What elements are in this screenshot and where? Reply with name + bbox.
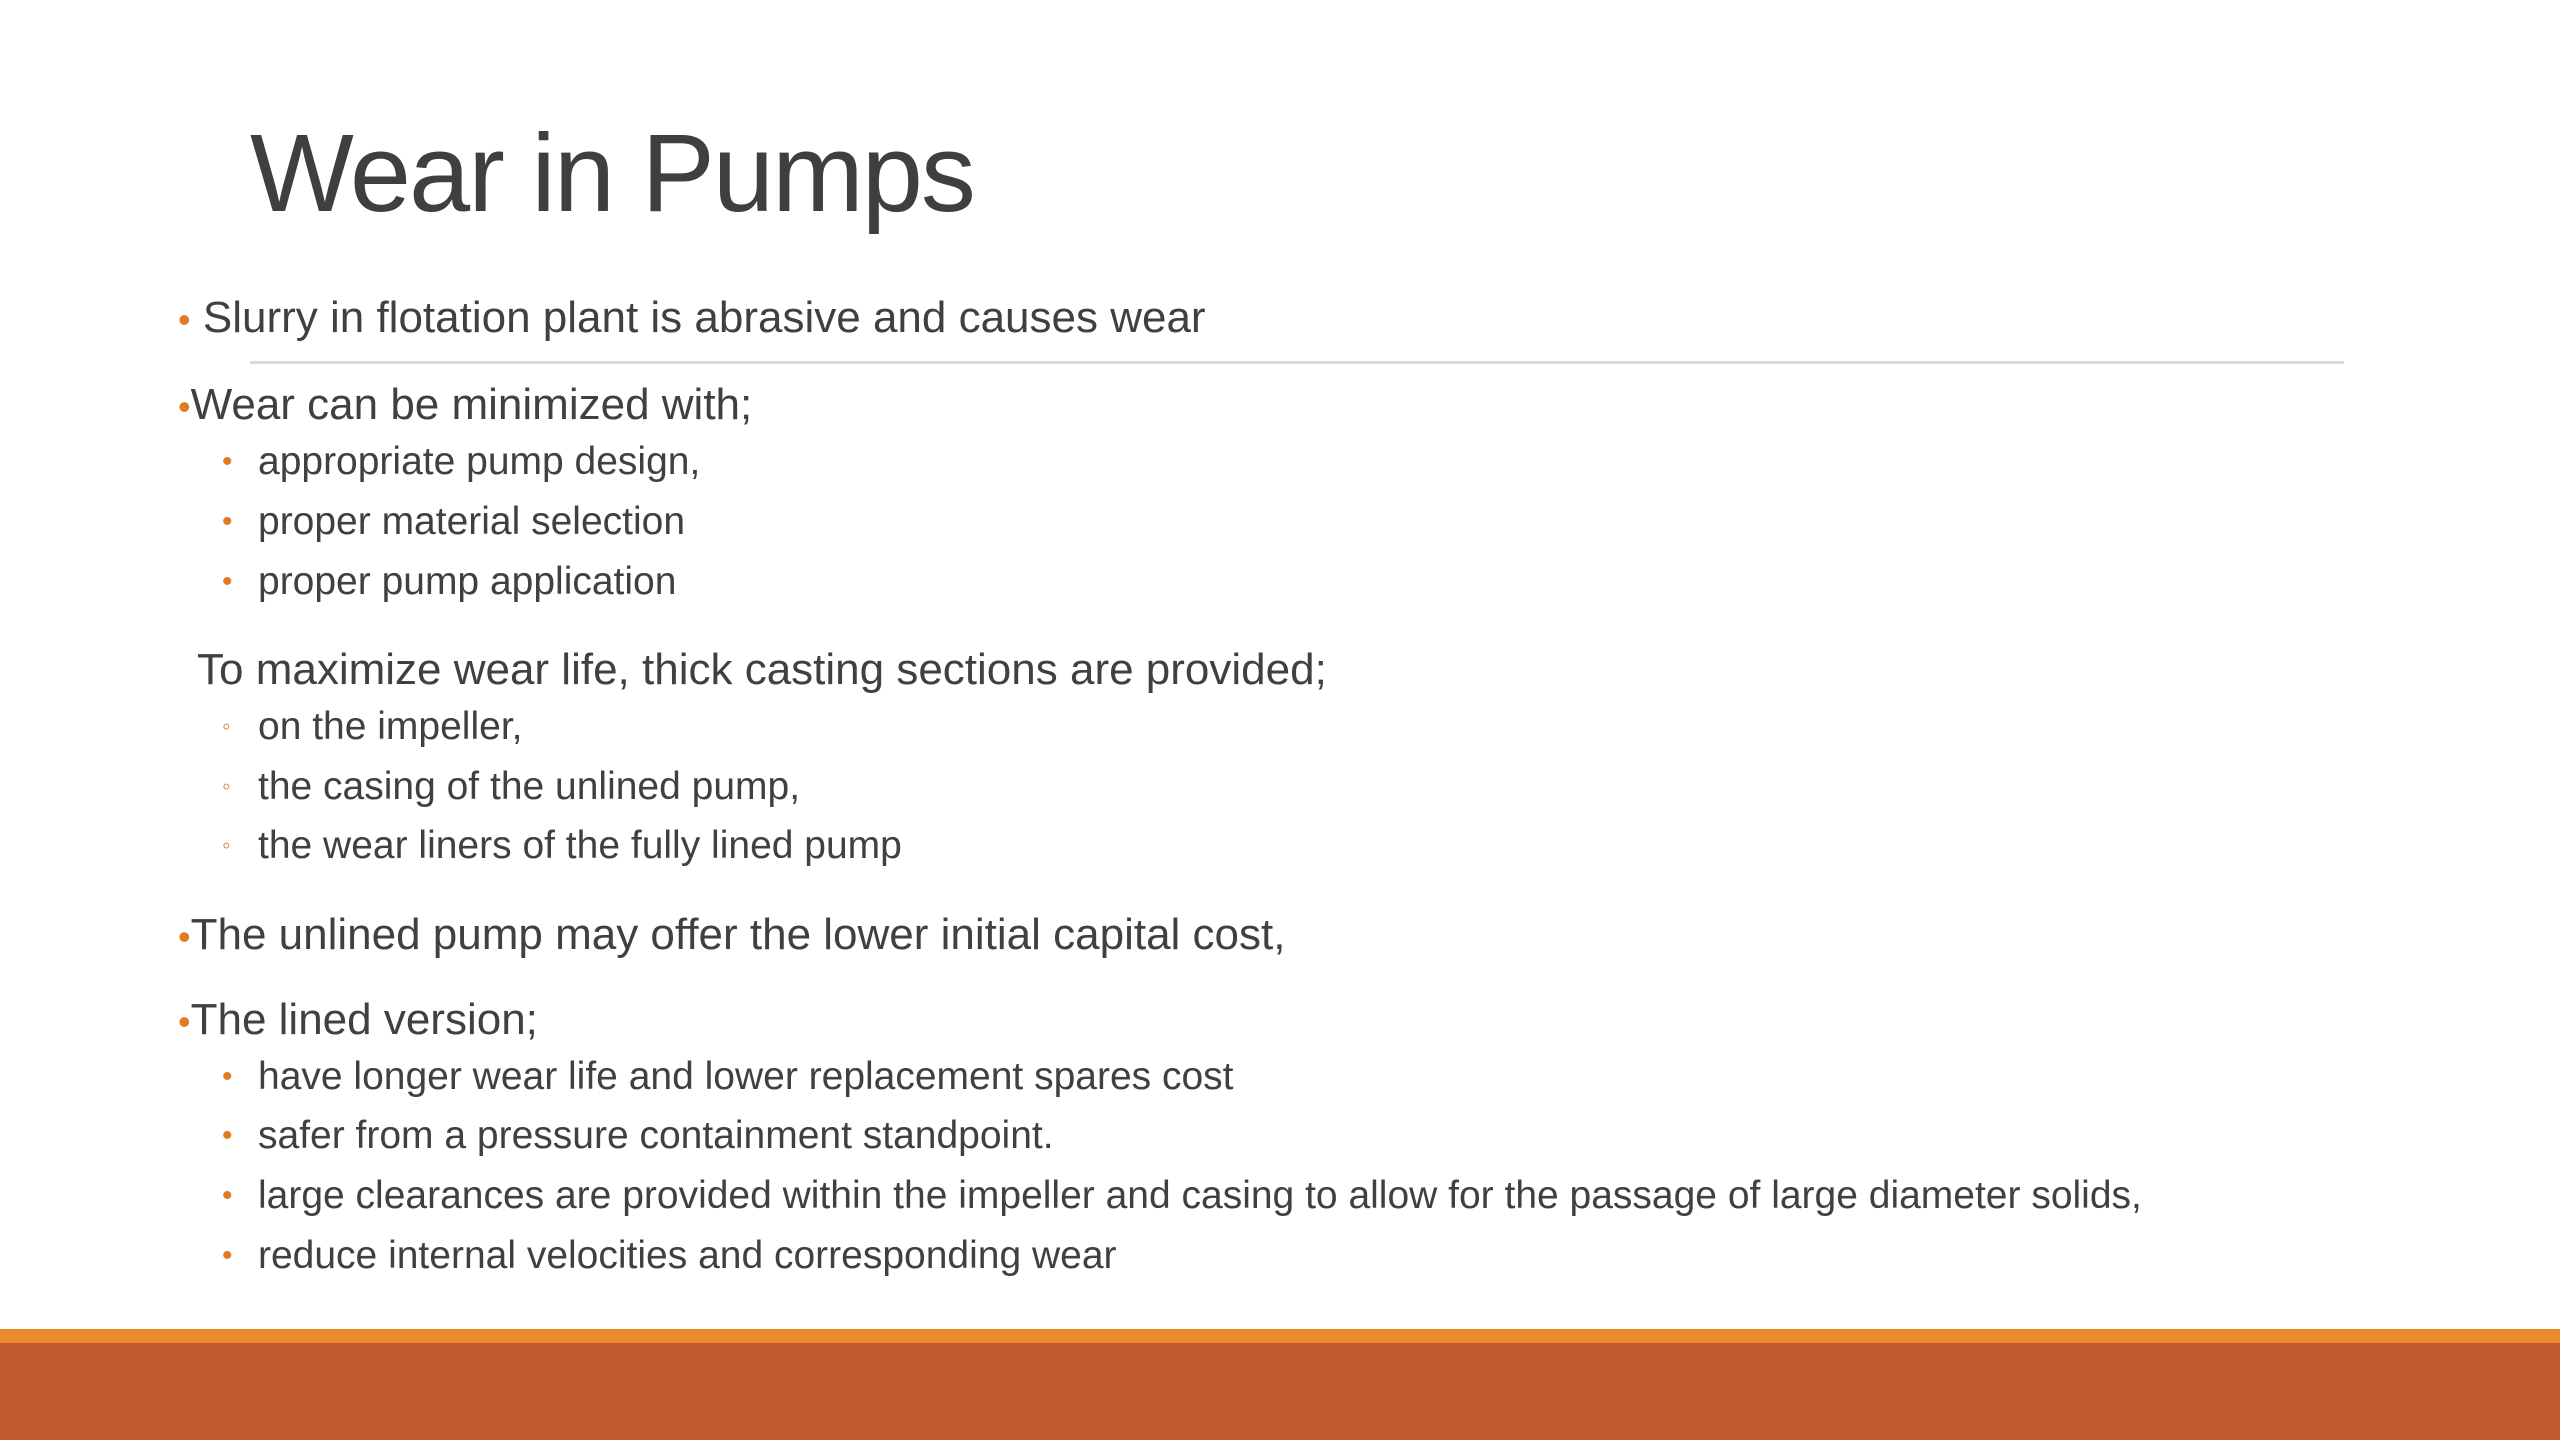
bullet-item-wear-minimized — [178, 377, 752, 435]
bullet-dot-icon: • — [178, 386, 191, 427]
sub-bullet-item — [222, 557, 677, 607]
bullet-dot-icon: • — [222, 445, 233, 478]
sub-bullet-text: on the impeller, — [258, 705, 523, 748]
sub-bullet-text: appropriate pump design, — [258, 440, 701, 483]
sub-bullet-text: large clearances are provided within the impeller and casing to allow for the passage of large diameter solids, — [258, 1174, 2142, 1217]
paragraph-text: To maximize wear life, thick casting sections are provided; — [197, 645, 1327, 694]
bullet-dot-icon: • — [222, 565, 233, 598]
bullet-text: Slurry in flotation plant is abrasive and causes wear — [202, 293, 1206, 342]
bullet-dot-icon: • — [178, 299, 191, 340]
sub-bullet-text: proper material selection — [258, 500, 686, 543]
bullet-item-unlined-pump — [178, 907, 1285, 965]
hollow-bullet-icon: ◦ — [222, 713, 231, 740]
bullet-item-lined-version — [178, 992, 538, 1050]
sub-bullet-item — [222, 1052, 1234, 1102]
bullet-dot-icon: • — [222, 1060, 233, 1093]
sub-bullet-text: proper pump application — [258, 560, 677, 603]
sub-bullet-item — [222, 497, 686, 547]
divider-line — [250, 361, 2344, 364]
sub-bullet-item — [222, 762, 801, 812]
bullet-dot-icon: • — [222, 1119, 233, 1152]
sub-bullet-text: the casing of the unlined pump, — [258, 765, 801, 808]
bullet-text: The unlined pump may offer the lower initial capital cost, — [190, 910, 1286, 959]
bullet-dot-icon: • — [178, 916, 191, 957]
slide-title: Wear in Pumps — [250, 112, 974, 235]
footer-bar — [0, 1343, 2560, 1440]
footer-accent-stripe — [0, 1329, 2560, 1343]
hollow-bullet-icon: ◦ — [222, 773, 231, 800]
sub-bullet-text: the wear liners of the fully lined pump — [258, 824, 902, 867]
bullet-item-slurry — [178, 290, 1206, 348]
hollow-bullet-icon: ◦ — [222, 832, 231, 859]
sub-bullet-item — [222, 437, 701, 487]
sub-bullet-text: safer from a pressure containment standpoint. — [258, 1114, 1054, 1157]
sub-bullet-text: have longer wear life and lower replacement spares cost — [258, 1055, 1234, 1098]
bullet-dot-icon: • — [222, 1179, 233, 1212]
bullet-dot-icon: • — [222, 505, 233, 538]
sub-bullet-item — [222, 1231, 1117, 1281]
sub-bullet-item — [222, 1111, 1054, 1161]
sub-bullet-item — [222, 1171, 2142, 1221]
bullet-text: Wear can be minimized with; — [190, 380, 753, 429]
bullet-dot-icon: • — [222, 1239, 233, 1272]
sub-bullet-text: reduce internal velocities and corresponding wear — [258, 1234, 1117, 1277]
sub-bullet-item — [222, 702, 523, 752]
sub-bullet-item — [222, 821, 902, 871]
bullet-text: The lined version; — [190, 995, 538, 1044]
paragraph-maximize-wear-life — [197, 642, 1327, 698]
bullet-dot-icon: • — [178, 1001, 191, 1042]
